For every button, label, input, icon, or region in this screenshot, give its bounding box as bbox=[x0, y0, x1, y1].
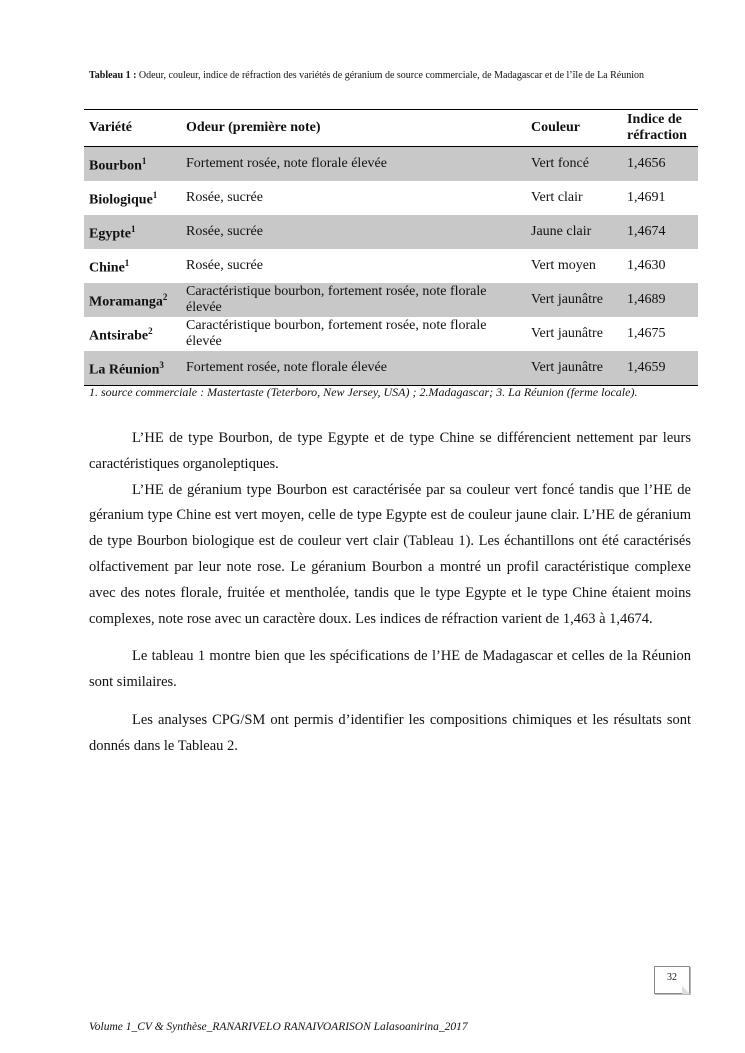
page-number-value: 32 bbox=[667, 972, 677, 983]
index-cell: 1,4691 bbox=[627, 190, 666, 205]
table-row bbox=[84, 181, 698, 215]
variety-cell: Biologique$^1$ bbox=[89, 190, 158, 208]
odor-cell: Fortement rosée, note florale élevée bbox=[181, 351, 526, 386]
header-color: Couleur bbox=[526, 110, 622, 147]
odor-cell: Caractéristique bourbon, fortement rosée, note florale élevée bbox=[181, 283, 526, 317]
body-text bbox=[89, 426, 691, 760]
color-cell: Vert clair bbox=[531, 190, 583, 205]
odor-cell: Rosée, sucrée bbox=[186, 190, 263, 205]
variety-cell: Moramanga$^2$ bbox=[84, 283, 181, 317]
page-footer: Volume 1_CV & Synthèse_RANARIVELO RANAIVOARISON Lalasoanirina_2017 bbox=[89, 1021, 468, 1033]
color-cell: Vert moyen bbox=[531, 258, 596, 273]
table-caption-text: Odeur, couleur, indice de réfraction des variétés de géranium de source commerciale, de Madagascar et de l’île de La Réunion bbox=[136, 70, 645, 81]
variety-cell: La Réunion$^3$ bbox=[84, 351, 181, 386]
varieties-table bbox=[84, 109, 698, 386]
page-fold-icon bbox=[682, 986, 690, 994]
table-row bbox=[84, 215, 698, 249]
table-row bbox=[84, 317, 698, 351]
page-number bbox=[654, 966, 690, 994]
index-cell: 1,4656 bbox=[622, 147, 698, 182]
index-cell: 1,4674 bbox=[622, 215, 698, 249]
odor-cell: Rosée, sucrée bbox=[181, 215, 526, 249]
variety-cell: Egypte$^1$ bbox=[84, 215, 181, 249]
color-cell: Vert jaunâtre bbox=[531, 326, 603, 341]
header-variety: Variété bbox=[84, 110, 181, 147]
color-cell: Jaune clair bbox=[526, 215, 622, 249]
paragraph: L’HE de géranium type Bourbon est caractérisée par sa couleur vert foncé tandis que l’HE de géranium type Chine est vert moyen, celle de type Egypte est de couleur jaune clair. L’HE de géranium de type Bourbon biologique est de couleur vert clair (Tableau 1). Les échantillons ont été caractérisés olfactivement par leur note rose. Le géranium Bourbon a montré un profil caractéristique complexe avec des notes florale, fruitée et mentholée, tandis que le type Egypte et le type Chine étaient moins complexes, note rose avec un caractère doux. Les indices de réfraction varient de 1,463 à 1,4674. bbox=[89, 481, 691, 627]
paragraph: L’HE de type Bourbon, de type Egypte et de type Chine se différencient nettement par leurs caractéristiques organoleptiques. bbox=[89, 430, 691, 472]
table-row bbox=[84, 283, 698, 317]
table-note: 1. source commerciale : Mastertaste (Teterboro, New Jersey, USA) ; 2.Madagascar; 3. La Réunion (ferme locale). bbox=[89, 385, 638, 399]
table-caption-label: Tableau 1 : bbox=[89, 70, 137, 81]
table-row bbox=[84, 249, 698, 283]
paragraph: Les analyses CPG/SM ont permis d’identifier les compositions chimiques et les résultats sont donnés dans le Tableau 2. bbox=[89, 711, 691, 754]
odor-cell: Fortement rosée, note florale élevée bbox=[181, 147, 526, 182]
odor-cell: Rosée, sucrée bbox=[186, 258, 263, 273]
index-cell: 1,4689 bbox=[622, 283, 698, 317]
variety-cell: Bourbon$^1$ bbox=[84, 147, 181, 182]
header-refraction-index: Indice de réfraction bbox=[622, 110, 698, 147]
index-cell: 1,4675 bbox=[627, 326, 666, 341]
table-caption bbox=[89, 69, 693, 83]
variety-cell: Antsirabe$^2$ bbox=[89, 326, 153, 344]
table-row bbox=[84, 351, 698, 386]
paragraph: Le tableau 1 montre bien que les spécifications de l’HE de Madagascar et celles de la Réunion sont similaires. bbox=[89, 648, 691, 691]
color-cell: Vert jaunâtre bbox=[526, 351, 622, 386]
table-row bbox=[84, 147, 698, 182]
header-odor: Odeur (première note) bbox=[181, 110, 526, 147]
index-cell: 1,4630 bbox=[627, 258, 666, 273]
color-cell: Vert jaunâtre bbox=[526, 283, 622, 317]
variety-cell: Chine$^1$ bbox=[89, 258, 130, 276]
color-cell: Vert foncé bbox=[526, 147, 622, 182]
odor-cell: Caractéristique bourbon, fortement rosée, note florale élevée bbox=[186, 318, 487, 349]
index-cell: 1,4659 bbox=[622, 351, 698, 386]
table-header-row bbox=[84, 110, 698, 147]
